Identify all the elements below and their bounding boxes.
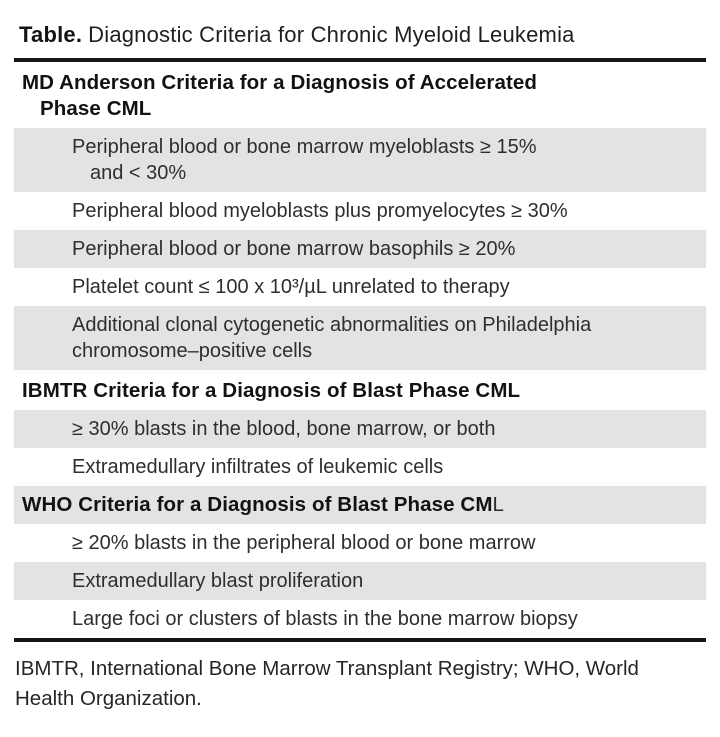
criteria-text: Peripheral blood myeloblasts plus promyelocytes ≥ 30%	[72, 200, 568, 222]
criteria-row-extramedullary-infiltrates	[14, 448, 706, 486]
criteria-row-20pct-blasts	[14, 524, 706, 562]
criteria-text: ≥ 30% blasts in the blood, bone marrow, or both	[72, 418, 496, 440]
section-header-who	[14, 486, 706, 524]
criteria-text: Peripheral blood or bone marrow myeloblasts ≥ 15%	[72, 136, 537, 158]
criteria-text: Peripheral blood or bone marrow basophils ≥ 20%	[72, 238, 516, 260]
criteria-text: Additional clonal cytogenetic abnormalities on Philadelphia	[72, 314, 592, 336]
criteria-text: Large foci or clusters of blasts in the bone marrow biopsy	[72, 608, 578, 630]
section-header-regular-text: L	[492, 493, 505, 516]
criteria-row-blast-proliferation	[14, 562, 706, 600]
criteria-row-large-foci	[14, 600, 706, 638]
criteria-text: Platelet count ≤ 100 x 10³/µL unrelated to therapy	[72, 276, 510, 298]
table-caption: Diagnostic Criteria for Chronic Myeloid Leukemia	[88, 22, 575, 47]
table-label: Table.	[19, 22, 83, 47]
section-header-line: Phase CML	[40, 97, 152, 120]
criteria-row-basophils	[14, 230, 706, 268]
criteria-text: ≥ 20% blasts in the peripheral blood or bone marrow	[72, 532, 536, 554]
section-header-line: IBMTR Criteria for a Diagnosis of Blast Phase CML	[22, 379, 521, 402]
criteria-row-promyelocytes	[14, 192, 706, 230]
section-header-line	[22, 492, 698, 518]
table-title	[14, 14, 706, 58]
criteria-row-30pct-blasts	[14, 410, 706, 448]
criteria-text: Extramedullary blast proliferation	[72, 570, 364, 592]
section-header-line: MD Anderson Criteria for a Diagnosis of Accelerated	[22, 71, 538, 94]
criteria-text: Extramedullary infiltrates of leukemic cells	[72, 456, 444, 478]
criteria-row-myeloblasts	[14, 128, 706, 192]
section-header-ibmtr	[14, 370, 706, 410]
criteria-row-cytogenetic-abnormalities	[14, 306, 706, 370]
section-header-bold-text: WHO Criteria for a Diagnosis of Blast Phase CM	[22, 493, 493, 516]
criteria-row-platelet-count	[14, 268, 706, 306]
abbreviations-footnote: IBMTR, International Bone Marrow Transplant Registry; WHO, World Health Organization.	[15, 657, 639, 710]
section-header-md-anderson	[14, 62, 706, 128]
criteria-text: chromosome–positive cells	[72, 340, 313, 362]
criteria-text: and < 30%	[90, 162, 187, 184]
